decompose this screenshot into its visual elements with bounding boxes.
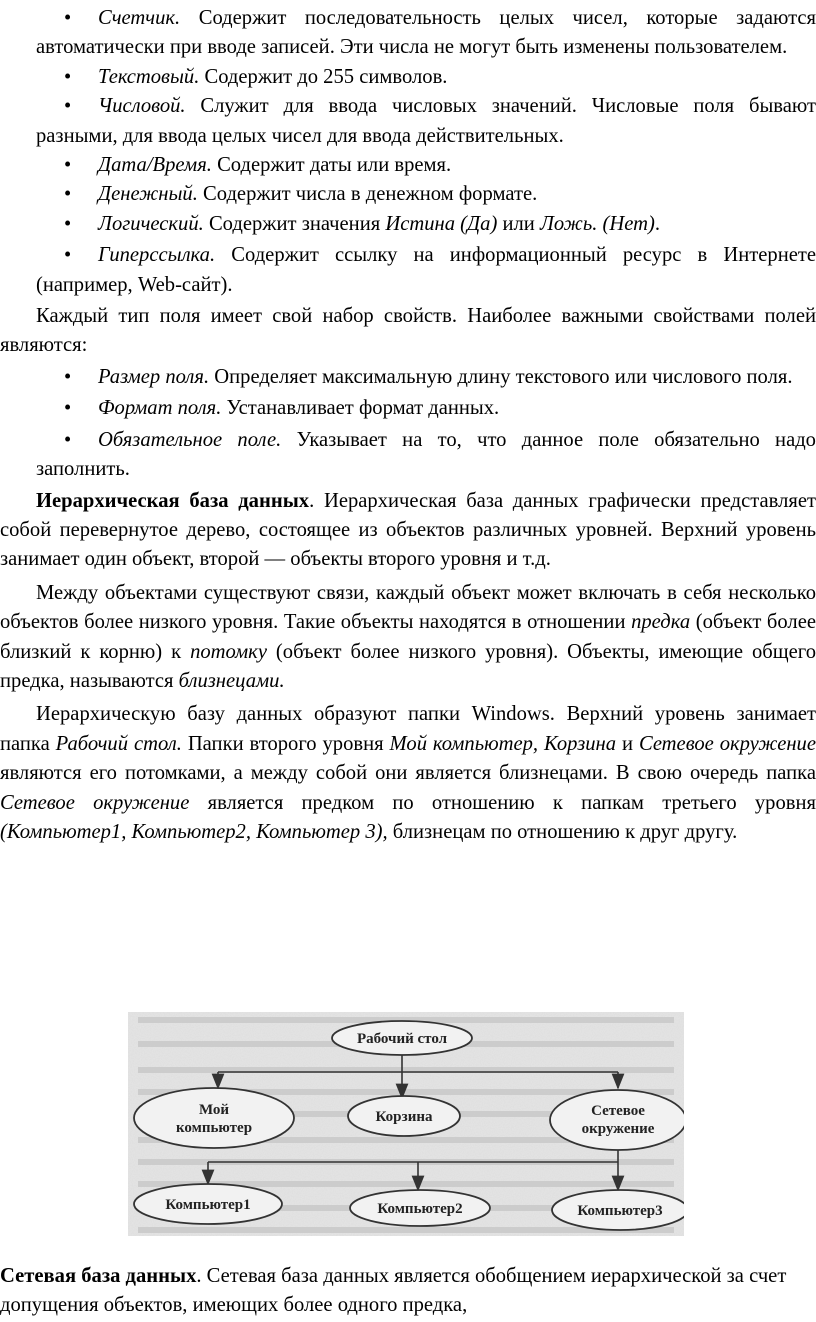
label-computer1: Компьютер1 bbox=[165, 1197, 251, 1213]
label-computer2: Компьютер2 bbox=[377, 1201, 463, 1217]
paragraph-properties: Каждый тип поля имеет свой набор свойств. Наиболее важными свойствами полей являются: bbox=[0, 305, 816, 357]
list-item: • Счетчик. Содержит последовательность целых чисел, которые задаются автоматически при вводе записей. Эти числа не могут быть изменены пользователем. bbox=[0, 4, 816, 63]
list-item: • Формат поля. Устанавливает формат данных. bbox=[0, 394, 816, 423]
node-mycomputer bbox=[134, 1088, 294, 1148]
list-item: • Денежный. Содержит числа в денежном формате. bbox=[0, 180, 816, 209]
text-block-top bbox=[0, 4, 816, 847]
list-item: • Размер поля. Определяет максимальную длину текстового или числового поля. bbox=[0, 363, 816, 392]
node-network bbox=[550, 1090, 684, 1150]
bullet: • bbox=[64, 365, 72, 388]
label-network-2: окружение bbox=[581, 1121, 655, 1137]
list-item: • Числовой. Служит для ввода числовых значений. Числовые поля бывают разными, для ввода целых чисел для ввода действительных. bbox=[0, 92, 816, 151]
bullet: • bbox=[64, 212, 72, 235]
paragraph-network: Сетевая база данных. Сетевая база данных является обобщением иерархической за счет допущения объектов, имеющих более одного предка, bbox=[0, 1265, 787, 1317]
paragraph-windows: Иерархическую базу данных образуют папки Windows. Верхний уровень занимает папка Рабочий стол. Папки второго уровня Мой компьютер, Корзина и Сетевое окружение являются его потомками, а между собой они является близнецами. В свою очередь папка Сетевое окружение является предком по отношению к папкам третьего уровня (Компьютер1, Компьютер2, Компьютер 3), близнецам по отношению к друг другу. bbox=[0, 703, 816, 843]
list-item: • Гиперссылка. Содержит ссылку на информационный ресурс в Интернете (например, Web-сайт). bbox=[0, 241, 816, 300]
heading-network: Сетевая база данных bbox=[0, 1265, 197, 1287]
diagram-svg bbox=[128, 1012, 684, 1236]
paragraph-hierarchical: Иерархическая база данных. Иерархическая база данных графически представляет собой перевернутое дерево, состоящее из объектов различных уровней. Верхний уровень занимает один объект, второй — объекты второго уровня и т.д. bbox=[0, 489, 816, 571]
label-network-1: Сетевое bbox=[591, 1103, 645, 1119]
label-mycomputer-2: компьютер bbox=[175, 1120, 253, 1136]
bullet: • bbox=[64, 7, 72, 29]
label-recycle: Корзина bbox=[375, 1109, 433, 1125]
bullet: • bbox=[64, 244, 72, 267]
list-item: • Логический. Содержит значения Истина (Да) или Ложь. (Нет). bbox=[0, 210, 816, 239]
list-item: • Обязательное поле. Указывает на то, что данное поле обязательно надо заполнить. bbox=[0, 426, 816, 485]
bullet: • bbox=[64, 397, 72, 420]
heading-hierarchical: Иерархическая база данных bbox=[36, 489, 310, 512]
list-item: • Текстовый. Содержит до 255 символов. bbox=[0, 63, 816, 92]
hierarchy-diagram bbox=[128, 1012, 684, 1236]
list-item: • Дата/Время. Содержит даты или время. bbox=[0, 151, 816, 180]
bullet: • bbox=[64, 183, 72, 206]
bullet: • bbox=[64, 154, 72, 177]
bullet: • bbox=[64, 95, 72, 118]
paragraph-relations: Между объектами существуют связи, каждый объект может включать в себя несколько объектов более низкого уровня. Такие объекты находятся в отношении предка (объект более близкий к корню) к потомку (объект более низкого уровня). Объекты, имеющие общего предка, называются близнецами. bbox=[0, 581, 816, 692]
text-block-bottom bbox=[0, 1262, 816, 1321]
bullet: • bbox=[64, 428, 72, 451]
label-computer3: Компьютер3 bbox=[577, 1203, 663, 1219]
label-mycomputer-1: Мой bbox=[198, 1102, 230, 1118]
bullet: • bbox=[64, 65, 72, 88]
label-desktop: Рабочий стол bbox=[356, 1031, 448, 1047]
